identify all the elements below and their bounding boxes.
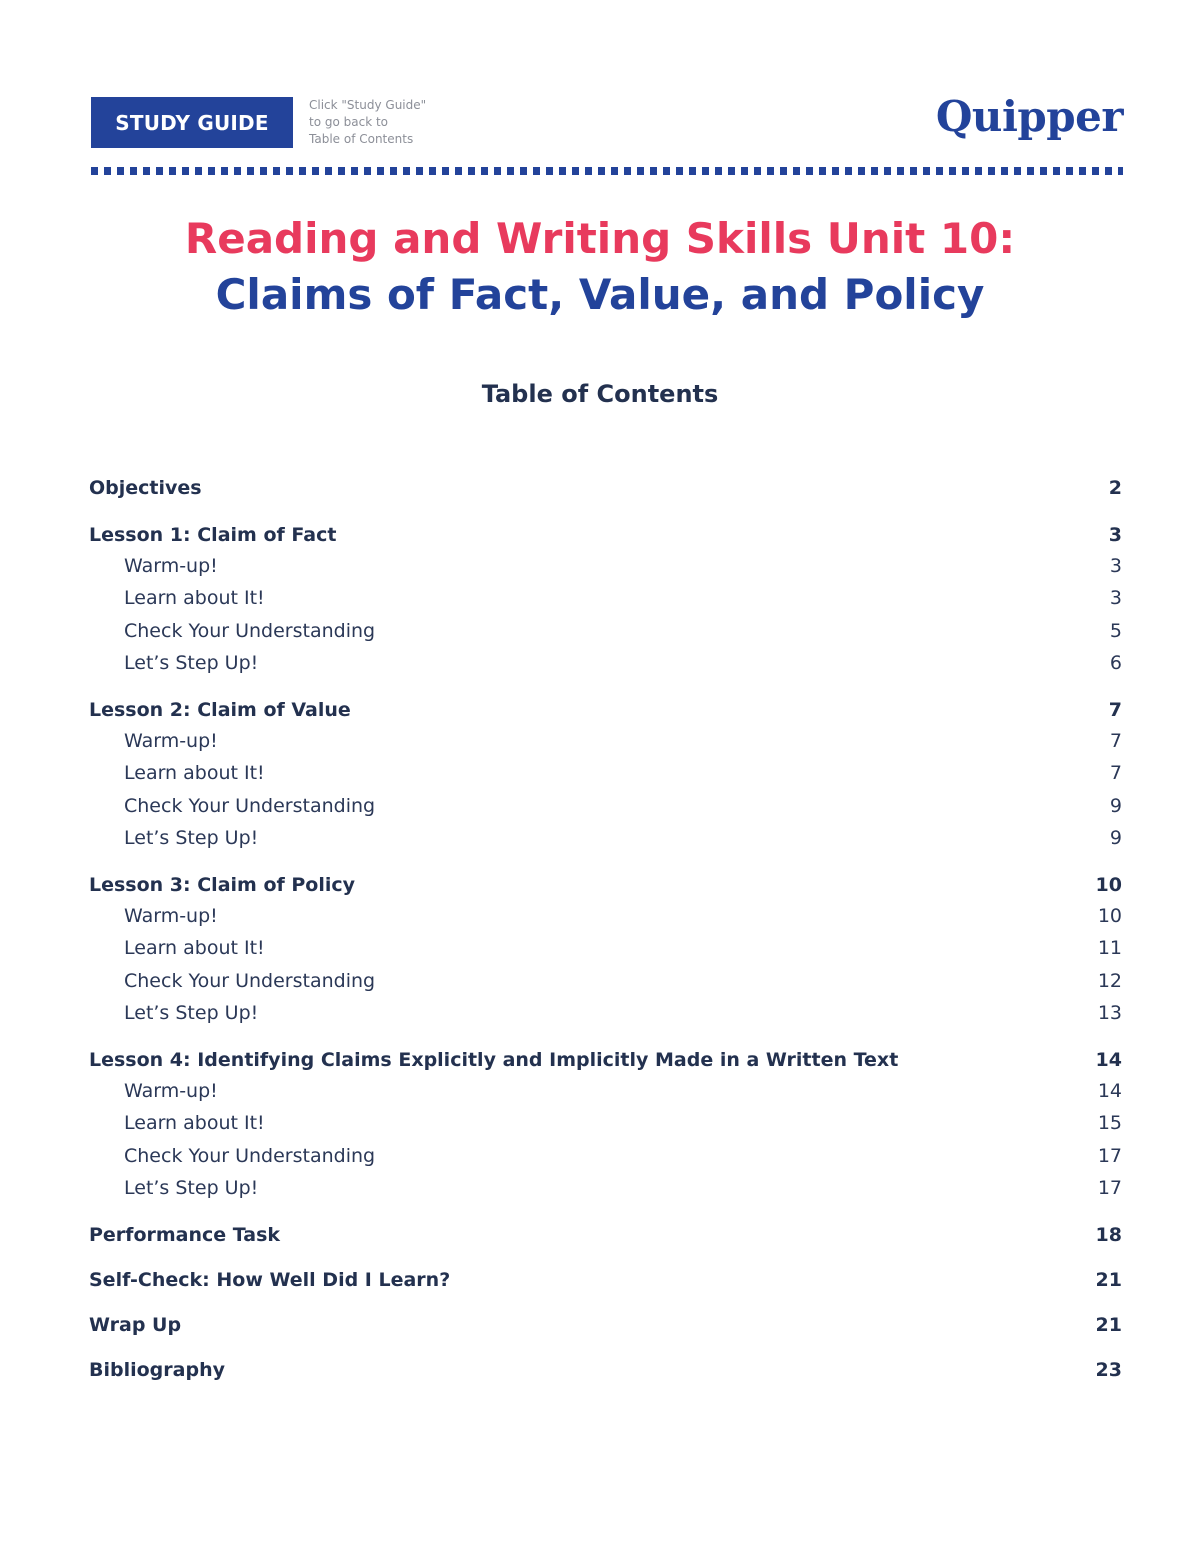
- toc-subsection-link[interactable]: [89, 1077, 1122, 1105]
- toc-section-link[interactable]: [89, 1046, 1122, 1074]
- toc-entry-page: 7: [1109, 762, 1122, 784]
- toc-subsection-link[interactable]: [89, 727, 1122, 755]
- toc-subsection-link[interactable]: [89, 617, 1122, 645]
- toc-entry-label: Warm-up!: [124, 905, 218, 927]
- toc-entry-label: Objectives: [89, 477, 202, 499]
- toc-subsection-link[interactable]: [89, 934, 1122, 962]
- toc-subsection-link[interactable]: [89, 1174, 1122, 1202]
- toc-section-link[interactable]: [89, 1266, 1122, 1294]
- note-line: Click "Study Guide": [309, 98, 427, 112]
- toc-entry-page: 3: [1109, 587, 1122, 609]
- toc-entry-label: Self-Check: How Well Did I Learn?: [89, 1269, 451, 1291]
- toc-entry-label: Learn about It!: [124, 762, 265, 784]
- toc-subsection-link[interactable]: [89, 999, 1122, 1027]
- toc-section-link[interactable]: [89, 474, 1122, 502]
- toc-entry-label: Learn about It!: [124, 1112, 265, 1134]
- toc-entry-label: Let’s Step Up!: [124, 1002, 259, 1024]
- toc-entry-page: 6: [1109, 652, 1122, 674]
- note-line: to go back to: [309, 115, 389, 129]
- toc-section-link[interactable]: [89, 1311, 1122, 1339]
- toc-entry-label: Check Your Understanding: [124, 795, 376, 817]
- toc-entry-page: 10: [1097, 905, 1122, 927]
- toc-subsection-link[interactable]: [89, 1109, 1122, 1137]
- toc-entry-page: 11: [1097, 937, 1122, 959]
- toc-section-link[interactable]: [89, 1356, 1122, 1384]
- dotted-divider: [91, 167, 1123, 175]
- toc-entry-page: 2: [1108, 477, 1122, 499]
- toc-subsection-link[interactable]: [89, 902, 1122, 930]
- unit-title: Reading and Writing Skills Unit 10:: [184, 214, 1016, 263]
- toc-entry-label: Let’s Step Up!: [124, 1177, 259, 1199]
- note-line: Table of Contents: [309, 132, 414, 146]
- toc-entry-page: 10: [1095, 874, 1122, 896]
- toc-entry-page: 9: [1109, 795, 1122, 817]
- toc-entry-label: Performance Task: [89, 1224, 281, 1246]
- toc-entry-page: 7: [1108, 699, 1122, 721]
- toc-entry-label: Wrap Up: [89, 1314, 182, 1336]
- toc-entry-page: 15: [1097, 1112, 1122, 1134]
- unit-subtitle: Claims of Fact, Value, and Policy: [215, 270, 985, 319]
- toc-entry-page: 5: [1109, 620, 1122, 642]
- toc-section-link[interactable]: [89, 521, 1122, 549]
- study-guide-note: [309, 97, 469, 148]
- toc-entry-label: Lesson 1: Claim of Fact: [89, 524, 337, 546]
- toc-section-link[interactable]: [89, 696, 1122, 724]
- toc-entry-page: 13: [1097, 1002, 1122, 1024]
- toc-entry-label: Warm-up!: [124, 555, 218, 577]
- toc-entry-page: 12: [1097, 970, 1122, 992]
- toc-entry-label: Learn about It!: [124, 937, 265, 959]
- toc-entry-page: 3: [1108, 524, 1122, 546]
- toc-subsection-link[interactable]: [89, 967, 1122, 995]
- toc-entry-page: 21: [1095, 1269, 1122, 1291]
- toc-entry-label: Check Your Understanding: [124, 970, 376, 992]
- toc-entry-page: 18: [1095, 1224, 1122, 1246]
- toc-subsection-link[interactable]: [89, 792, 1122, 820]
- toc-entry-page: 9: [1109, 827, 1122, 849]
- toc-subsection-link[interactable]: [89, 759, 1122, 787]
- toc-subsection-link[interactable]: [89, 1142, 1122, 1170]
- toc-entry-label: Warm-up!: [124, 730, 218, 752]
- toc-subsection-link[interactable]: [89, 584, 1122, 612]
- study-guide-button[interactable]: STUDY GUIDE: [91, 97, 293, 148]
- toc-entry-label: Bibliography: [89, 1359, 225, 1381]
- toc-entry-label: Lesson 4: Identifying Claims Explicitly and Implicitly Made in a Written Text: [89, 1049, 899, 1071]
- toc-subsection-link[interactable]: [89, 649, 1122, 677]
- toc-entry-page: 14: [1097, 1080, 1122, 1102]
- toc-entry-label: Check Your Understanding: [124, 1145, 376, 1167]
- toc-entry-page: 23: [1095, 1359, 1122, 1381]
- toc-subsection-link[interactable]: [89, 824, 1122, 852]
- toc-entry-label: Let’s Step Up!: [124, 827, 259, 849]
- toc-entry-label: Lesson 3: Claim of Policy: [89, 874, 356, 896]
- toc-entry-page: 7: [1109, 730, 1122, 752]
- toc-entry-page: 3: [1109, 555, 1122, 577]
- toc-entry-page: 17: [1097, 1177, 1122, 1199]
- quipper-logo: Quipper: [935, 92, 1123, 141]
- toc-entry-page: 17: [1097, 1145, 1122, 1167]
- toc-entry-label: Let’s Step Up!: [124, 652, 259, 674]
- toc-entry-label: Learn about It!: [124, 587, 265, 609]
- toc-entry-label: Check Your Understanding: [124, 620, 376, 642]
- toc-entry-label: Warm-up!: [124, 1080, 218, 1102]
- toc-heading: Table of Contents: [481, 380, 719, 408]
- toc-entry-page: 21: [1095, 1314, 1122, 1336]
- toc-section-link[interactable]: [89, 1221, 1122, 1249]
- toc-subsection-link[interactable]: [89, 552, 1122, 580]
- toc-entry-label: Lesson 2: Claim of Value: [89, 699, 351, 721]
- toc-section-link[interactable]: [89, 871, 1122, 899]
- toc-entry-page: 14: [1095, 1049, 1122, 1071]
